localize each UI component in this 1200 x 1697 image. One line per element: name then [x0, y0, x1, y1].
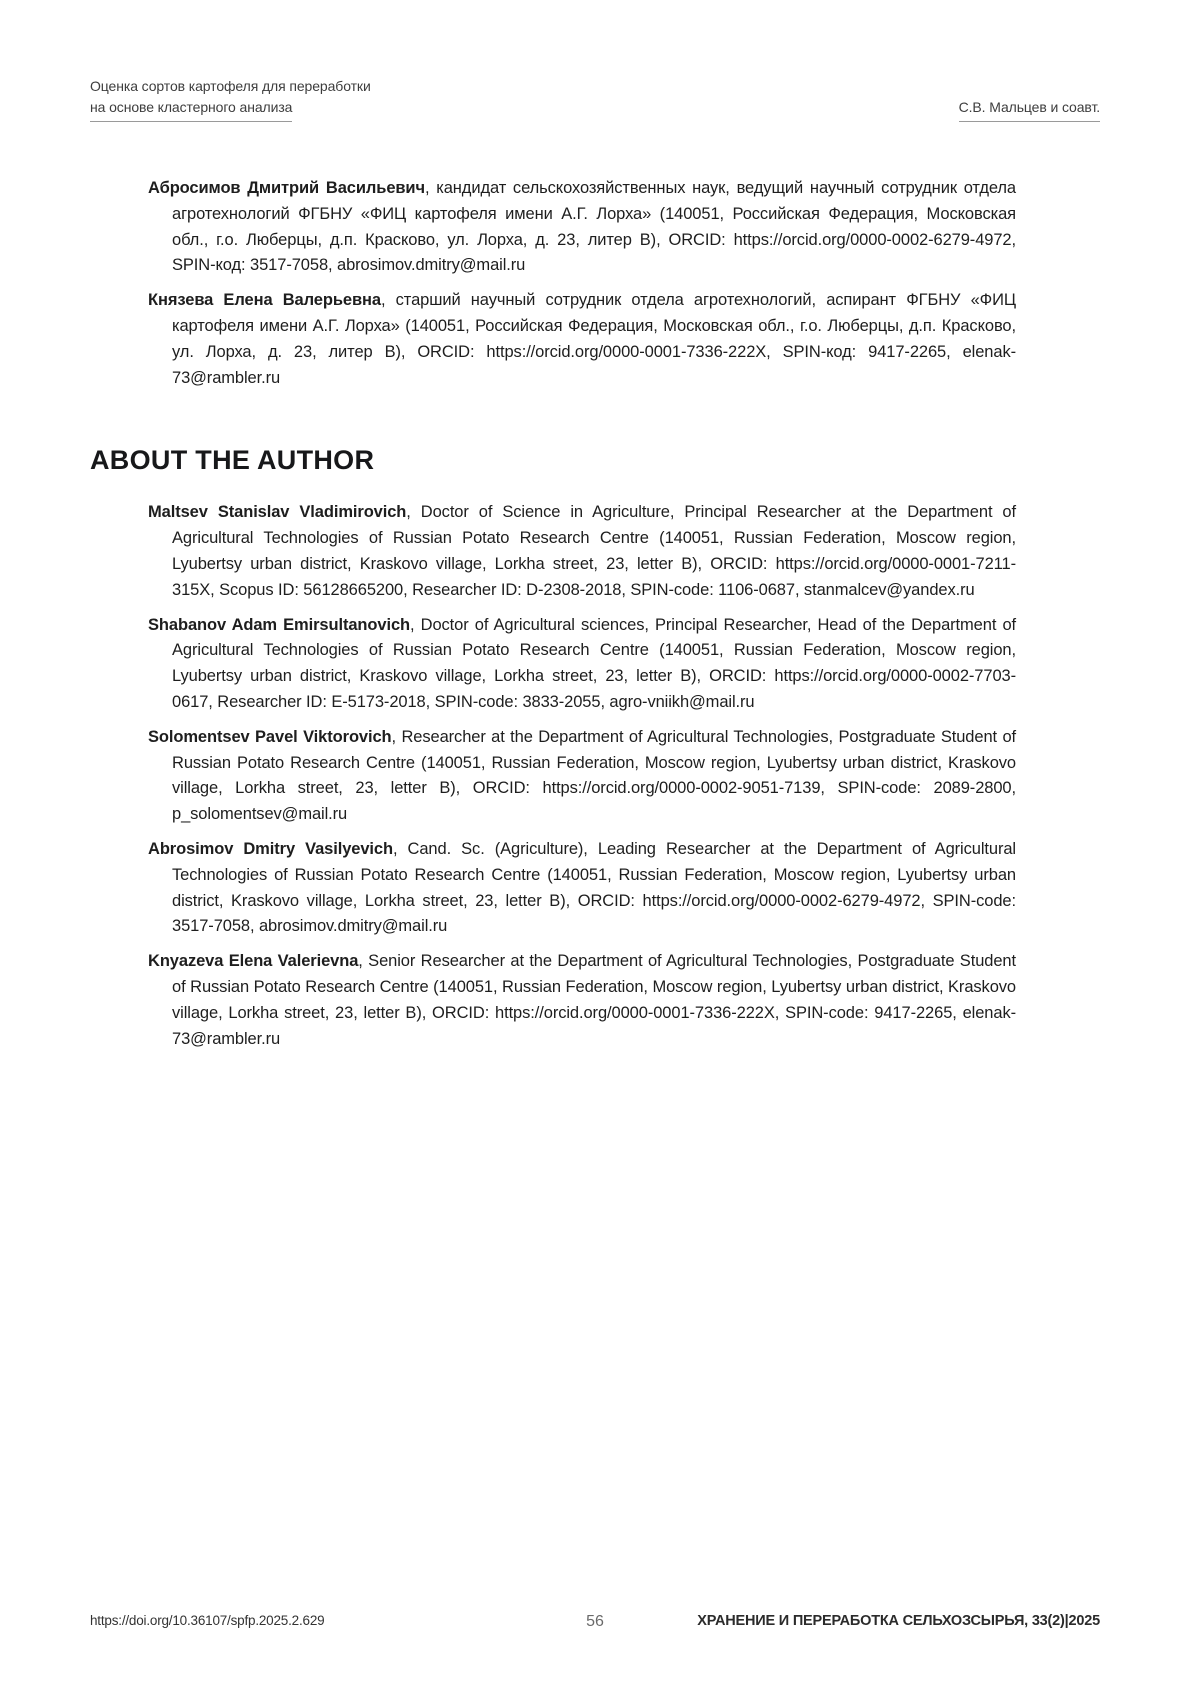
author-bio-knyazeva	[90, 949, 1016, 1052]
author-details: , Senior Researcher at the Department of Agricultural Technologies, Postgraduate Student of Russian Potato Research Centre (140051, Russian Federation, Moscow region, Lyubertsy urban district, Kraskovo village, Lorkha street, 23, letter B), ORCID: https://orcid.org/0000-0001-7336-222X, SPIN-code: 9417-2265, elenak-73@rambler.ru	[172, 952, 1016, 1048]
author-name: Solomentsev Pavel Viktorovich	[148, 727, 392, 746]
running-title-line2: на основе кластерного анализа	[90, 97, 292, 122]
section-title: ABOUT THE AUTHOR	[90, 445, 375, 476]
author-name: Maltsev Stanislav Vladimirovich	[148, 503, 407, 522]
author-bio-abrosimov-ru	[90, 176, 1016, 279]
author-bio-maltsev	[90, 500, 1016, 603]
author-details: , Doctor of Science in Agriculture, Principal Researcher at the Department of Agricultural Technologies of Russian Potato Research Centre (140051, Russian Federation, Moscow region, Lyubertsy urban district, Kraskovo village, Lorkha street, 23, letter B), ORCID: https://orcid.org/0000-0001-7211-315X, Scopus ID: 56128665200, Researcher ID: D-2308-2018, SPIN-code: 1106-0687, stanmalcev@yandex.ru	[172, 503, 1016, 599]
author-bio-abrosimov	[90, 837, 1016, 940]
author-name: Князева Елена Валерьевна	[148, 291, 381, 310]
running-authors: С.В. Мальцев и соавт.	[959, 97, 1100, 122]
author-bio-knyazeva-ru	[90, 288, 1016, 391]
page-number: 56	[586, 1613, 604, 1630]
author-details: , старший научный сотрудник отдела агротехнологий, аспирант ФГБНУ «ФИЦ картофеля имени А.Г. Лорха» (140051, Российская Федерация, Московская обл., г.о. Люберцы, д.п. Красково, ул. Лорха, д. 23, литер В), ORCID: https://orcid.org/0000-0001-7336-222X, SPIN-код: 9417-2265, elenak-73@rambler.ru	[172, 291, 1016, 387]
running-title	[90, 76, 371, 122]
running-title-line1: Оценка сортов картофеля для переработки	[90, 78, 371, 94]
author-details: , кандидат сельскохозяйственных наук, ведущий научный сотрудник отдела агротехнологий ФГБНУ «ФИЦ картофеля имени А.Г. Лорха» (140051, Российская Федерация, Московская обл., г.о. Люберцы, д.п. Красково, ул. Лорха, д. 23, литер В), ORCID: https://orcid.org/0000-0002-6279-4972, SPIN-код: 3517-7058, abrosimov.dmitry@mail.ru	[172, 179, 1016, 275]
running-footer	[90, 1613, 1100, 1629]
author-name: Абросимов Дмитрий Васильевич	[148, 179, 425, 197]
author-bio-shabanov	[90, 613, 1016, 716]
running-header	[90, 76, 1100, 122]
author-details: , Researcher at the Department of Agricultural Technologies, Postgraduate Student of Russian Potato Research Centre (140051, Russian Federation, Moscow region, Lyubertsy urban district, Kraskovo village, Lorkha street, 23, letter B), ORCID: https://orcid.org/0000-0002-9051-7139, SPIN-code: 2089-2800, p_solomentsev@mail.ru	[172, 727, 1016, 824]
author-name: Abrosimov Dmitry Vasilyevich	[148, 839, 393, 858]
authors-ru-section	[90, 176, 1100, 400]
journal-title: ХРАНЕНИЕ И ПЕРЕРАБОТКА СЕЛЬХОЗСЫРЬЯ, 33(2)|2025	[697, 1613, 1100, 1629]
author-name: Shabanov Adam Emirsultanovich	[148, 615, 411, 634]
author-bio-solomentsev	[90, 725, 1016, 828]
author-details: , Doctor of Agricultural sciences, Principal Researcher, Head of the Department of Agricultural Technologies of Russian Potato Research Centre (140051, Russian Federation, Moscow region, Lyubertsy urban district, Kraskovo village, Lorkha street, 23, letter B), ORCID: https://orcid.org/0000-0002-7703-0617, Researcher ID: E-5173-2018, SPIN-code: 3833-2055, agro-vniikh@mail.ru	[172, 615, 1017, 711]
author-name: Knyazeva Elena Valerievna	[148, 952, 359, 971]
authors-en-section	[90, 500, 1100, 1061]
author-details: , Cand. Sc. (Agriculture), Leading Researcher at the Department of Agricultural Technologies of Russian Potato Research Centre (140051, Russian Federation, Moscow region, Lyubertsy urban district, Kraskovo village, Lorkha street, 23, letter B), ORCID: https://orcid.org/0000-0002-6279-4972, SPIN-code: 3517-7058, abrosimov.dmitry@mail.ru	[172, 839, 1016, 936]
doi-text: https://doi.org/10.36107/spfp.2025.2.629	[90, 1613, 325, 1628]
